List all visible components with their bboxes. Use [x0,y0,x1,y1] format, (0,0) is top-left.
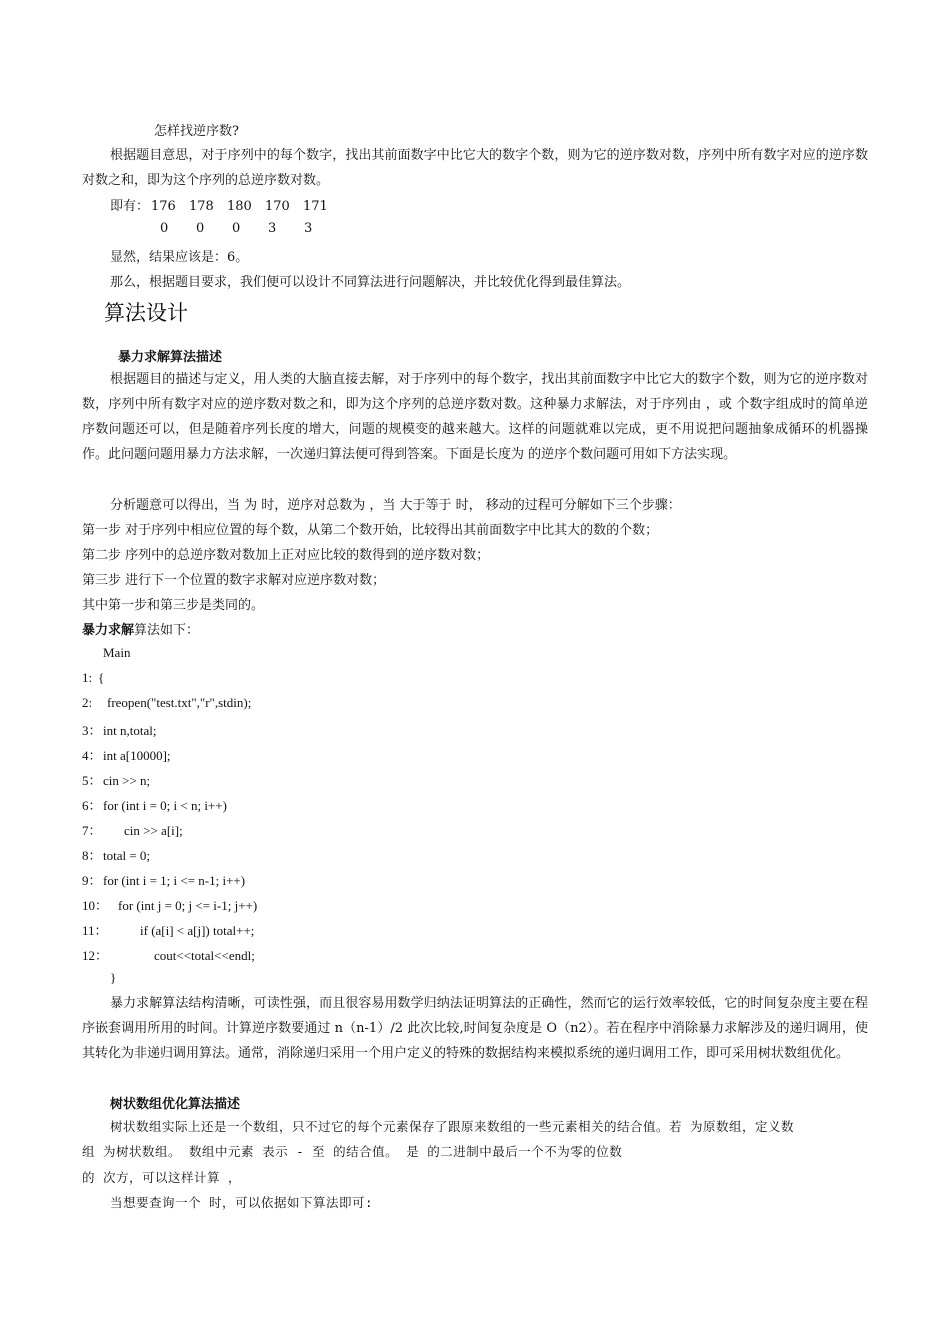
code-line-text: for (int j = 0; j <= i-1; j++) [118,898,258,913]
code-line-text: { [98,670,105,685]
code-line [82,770,150,789]
code-line [82,745,171,764]
tree-array-line-3: 的 次方，可以这样计算 ， [82,1170,242,1185]
algorithm-label-bold: 暴力求解 [82,623,135,638]
code-line-text: cin >> n; [103,773,151,788]
code-close: } [110,970,117,985]
example-value: 176 [151,199,176,214]
brute-force-paragraph-3: 暴力求解算法结构清晰，可读性强，而且很容易用数学归纳法证明算法的正确性，然而它的运行效率较低，它的时间复杂度主要在程序嵌套调用所用的时间。计算逆序数要通过 n（n-1）/2 此次比较,时间复杂度是 O（n2）。若在程序中消除暴力求解涉及的递归调用，使其转化为非递归调用算法。通常，消除递归采用一个用户定义的特殊的数据结构来模拟系统的递归调用工作，即可采用树状数组优化。 [82,996,868,1061]
brute-force-subtitle: 暴力求解算法描述 [118,350,223,365]
step-1: 第一步 对于序列中相应位置的每个数，从第二个数开始，比较得出其前面数字中比其大的数的个数； [82,523,659,538]
algorithm-label-rest: 算法如下： [134,623,200,638]
code-line-number: 1: [82,670,93,685]
code-line-text: int a[10000]; [103,748,171,763]
code-line-number: 8： [82,848,102,863]
intro-paragraph-1: 根据题目意思，对于序列中的每个数字，找出其前面数字中比它大的数字个数，则为它的逆序数对数，序列中所有数字对应的逆序数对数之和，即为这个序列的总逆序数对数。 [82,148,868,188]
code-line [82,695,251,711]
example-value: 180 [227,199,252,214]
brute-force-paragraph-1: 根据题目的描述与定义，用人类的大脑直接去解，对于序列中的每个数字，找出其前面数字中比它大的数字个数，则为它的逆序数对数，序列中所有数字对应的逆序数对数之和，即为这个序列的总逆序数对数。这种暴力求解法，对于序列由 ，或 个数字组成时的简单逆序数问题还可以，但是随着序列长度的增大，问题的规模变的越来越大。这样的问题就难以完成，更不用说把问题抽象成循环的机器操作。此问题问题用暴力方法求解，一次递归算法便可得到答案。下面是长度为 的逆序个数问题可用如下方法实现。 [82,372,868,462]
tree-array-line-2: 组 为树状数组。 数组中元素 表示 - 至 的结合值。 是 的二进制中最后一个不为零的位数 [82,1144,623,1159]
code-line-number: 12： [82,948,109,963]
code-line [82,820,183,839]
example-value: 171 [303,199,328,214]
example-count: 0 [232,221,241,236]
code-line [82,795,227,814]
step-note: 其中第一步和第三步是类同的。 [82,598,265,613]
code-line-number: 10： [82,898,109,913]
example-label: 即有： [110,199,150,214]
code-line [82,945,255,964]
example-values-row [110,195,341,214]
algorithm-label [82,619,199,638]
code-line [82,845,150,864]
result-line: 显然，结果应该是：6。 [110,250,249,265]
code-line-text: cout<<total<<endl; [154,948,255,963]
code-line-text: total = 0; [103,848,151,863]
code-line [82,670,104,686]
code-line-number: 4： [82,748,102,763]
tree-array-line-1: 树状数组实际上还是一个数组，只不过它的每个元素保存了跟原来数组的一些元素相关的结合值。若 为原数组，定义数 [110,1119,795,1134]
code-line-number: 2: [82,695,93,710]
code-line [82,895,257,914]
code-line-text: int n,total; [103,723,157,738]
tree-array-subtitle: 树状数组优化算法描述 [110,1097,241,1112]
example-value: 178 [189,199,214,214]
example-count: 3 [304,221,313,236]
step-3: 第三步 进行下一个位置的数字求解对应逆序数对数； [82,573,386,588]
tree-array-line-4: 当想要查询一个 时，可以依据如下算法即可: [110,1195,374,1210]
code-line-number: 6： [82,798,102,813]
example-count: 0 [196,221,205,236]
example-value: 170 [265,199,290,214]
code-line [82,720,156,739]
code-line-number: 11： [82,923,108,938]
code-line-text: cin >> a[i]; [124,823,183,838]
code-line-text: if (a[i] < a[j]) total++; [140,923,255,938]
example-count: 0 [160,221,169,236]
brute-force-paragraph-2: 分析题意可以得出，当 为 时，逆序对总数为 ，当 大于等于 时， 移动的过程可分解如下三个步骤： [110,498,681,513]
section-title: 算法设计 [104,301,188,325]
code-line-number: 7： [82,823,102,838]
question-line: 怎样找逆序数? [154,124,239,139]
code-line-text: for (int i = 0; i < n; i++) [103,798,227,813]
code-line-number: 9： [82,873,102,888]
code-main: Main [103,645,131,660]
code-line-text: for (int i = 1; i <= n-1; i++) [103,873,246,888]
intro-paragraph-2: 那么，根据题目要求，我们便可以设计不同算法进行问题解决，并比较优化得到最佳算法。 [110,275,631,290]
step-2: 第二步 序列中的总逆序数对数加上正对应比较的数得到的逆序数对数； [82,548,490,563]
code-line [82,870,245,889]
code-line-number: 3： [82,723,102,738]
example-counts-row [160,221,340,236]
code-line-text: freopen("test.txt","r",stdin); [107,695,252,710]
example-count: 3 [268,221,277,236]
code-line-number: 5： [82,773,102,788]
code-line [82,920,254,939]
